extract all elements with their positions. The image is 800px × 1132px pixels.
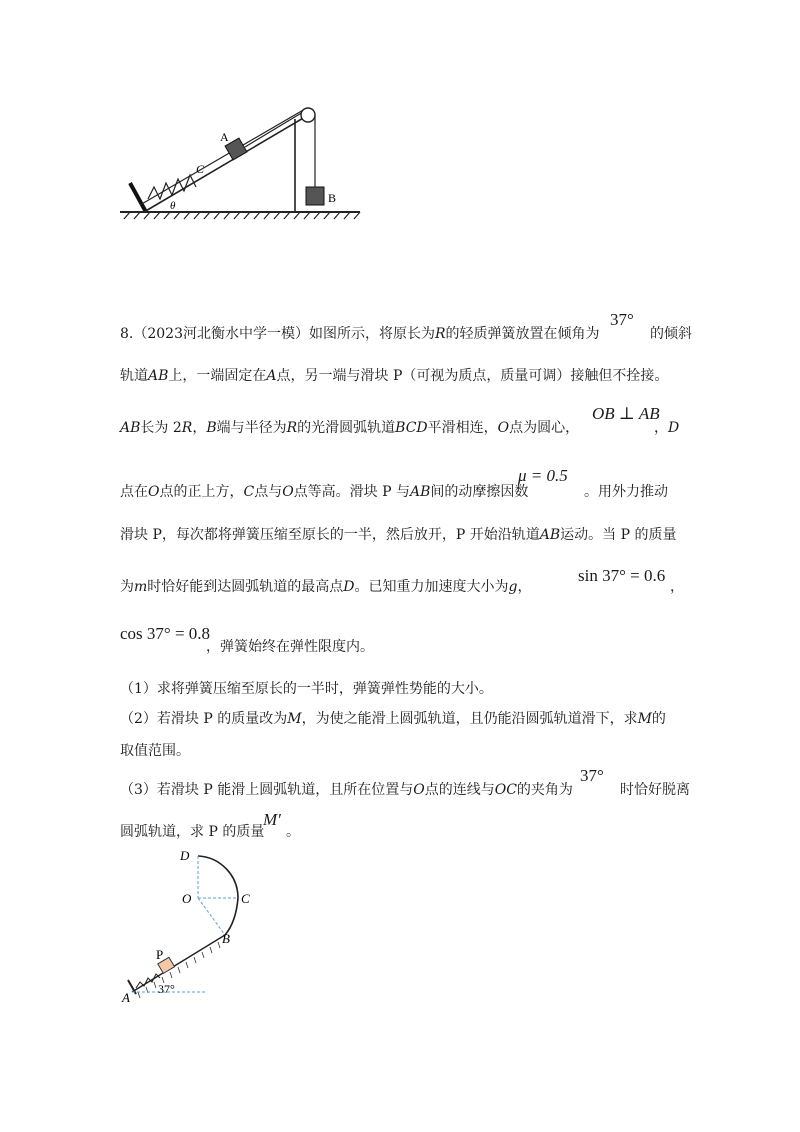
math-angle-37: 37°	[610, 310, 634, 329]
pulley	[301, 108, 315, 122]
comma-3: ，	[670, 579, 684, 595]
var-ab: AB	[148, 368, 169, 384]
label-c: C	[196, 162, 205, 176]
problem-number: 8.	[120, 326, 134, 342]
var-g: g	[508, 579, 518, 595]
text-l4f: 。用外力推动	[584, 484, 668, 500]
text-l1c: 的倾斜	[650, 326, 692, 342]
math-ob-perp-ab: OB ⊥ AB	[592, 404, 660, 423]
text-l2c: 点，另一端与滑块 P（可视为质点，质量可调）接触但不拴接。	[276, 368, 669, 384]
var-o-2: O	[148, 484, 160, 500]
problem-line-2	[120, 366, 680, 386]
text-q3a: （3）若滑块 P 能滑上圆弧轨道，且所在位置与	[120, 782, 414, 798]
text-q3e: 圆弧轨道，求 P 的质量	[120, 824, 265, 840]
incline-hatching	[138, 942, 220, 998]
text-l5b: 运动。当 P 的质量	[560, 527, 677, 543]
label-a: A	[122, 990, 130, 1005]
text-q3d: 时恰好脱离	[620, 782, 690, 798]
problem-line-1	[120, 324, 680, 344]
arc-bcd	[198, 856, 238, 935]
text-l4b: 点的正上方，	[159, 484, 244, 500]
label-37: 37°	[158, 982, 175, 996]
label-d: D	[180, 848, 190, 863]
question-1: （1）求将弹簧压缩至原长的一半时，弹簧弹性势能的大小。	[120, 681, 493, 697]
text-l3h: 平滑相连，	[427, 420, 498, 436]
label-theta: θ	[170, 200, 176, 212]
var-M: M	[287, 711, 302, 727]
incline-ab	[132, 935, 225, 992]
math-mu: μ = 0.5	[518, 466, 568, 485]
figure-incline-pulley	[110, 95, 380, 235]
label-a: A	[220, 130, 229, 144]
problem-line-3-end	[654, 418, 694, 438]
text-q2b: ，为使之能滑上圆弧轨道，且仍能沿圆弧轨道滑下，求	[301, 711, 638, 727]
var-d: D	[668, 420, 680, 436]
problem-line-5	[120, 525, 680, 545]
text-l3e: 端与半径为	[216, 420, 287, 436]
ground-hatching	[120, 212, 360, 219]
block-b	[306, 187, 324, 205]
text-l3g: 的光滑圆弧轨道	[297, 420, 396, 436]
spring-small	[136, 974, 160, 988]
label-b: B	[328, 191, 337, 205]
text-l4a: 点在	[120, 484, 148, 500]
comma: ，	[654, 420, 668, 436]
text-l6b: 时恰好能到达圆弧轨道的最高点	[147, 579, 344, 595]
var-r: R	[435, 326, 446, 342]
text-l1a: 如图所示，将原长为	[309, 326, 435, 342]
text-l3d: ，	[192, 420, 207, 436]
rope-incline	[245, 109, 308, 147]
text-l5: 滑块 P，每次都将弹簧压缩至原长的一半，然后放开，P 开始沿轨道	[120, 527, 540, 543]
text-l3b: 长为 2	[140, 420, 182, 436]
text-l1b: 的轻质弹簧放置在倾角为	[445, 326, 600, 342]
var-b: B	[206, 420, 217, 436]
var-r-2: R	[181, 420, 193, 436]
var-r-3: R	[286, 420, 298, 436]
text-l6a: 为	[120, 579, 134, 595]
text-l4e: 间的动摩擦因数	[430, 484, 529, 500]
fixed-wall	[130, 183, 146, 212]
text-q3b: 点的连线与	[424, 782, 495, 798]
text-l6c: 。已知重力加速度大小为	[354, 579, 509, 595]
var-a: A	[266, 368, 277, 384]
var-ab-3: AB	[410, 484, 431, 500]
label-o: O	[182, 891, 192, 906]
text-l2a: 轨道	[120, 368, 148, 384]
dashed-ob	[198, 898, 225, 935]
math-angle-37-q3: 37°	[580, 766, 604, 785]
figure-arc-track	[118, 842, 268, 1007]
question-2-cont: 取值范围。	[120, 743, 190, 759]
text-q2a: （2）若滑块 P 的质量改为	[120, 711, 288, 727]
var-bcd: BCD	[395, 420, 428, 436]
comma-2: ，	[517, 579, 532, 595]
math-cos37: cos 37° = 0.8	[120, 624, 211, 643]
math-sin37: sin 37° = 0.6	[578, 566, 666, 585]
label-c: C	[241, 891, 250, 906]
var-ab-4: AB	[539, 527, 561, 543]
var-oc: OC	[494, 782, 517, 798]
question-2	[120, 709, 680, 729]
var-m: m	[134, 579, 148, 595]
problem-source: （2023河北衡水中学一模）	[133, 326, 309, 342]
question-3-cont	[120, 822, 680, 842]
text-q2c: 的	[651, 711, 666, 727]
text-l7: ，弹簧始终在弹性限度内。	[206, 639, 374, 655]
text-l4d: 点等高。滑块 P 与	[293, 484, 411, 500]
text-q3f: 。	[286, 824, 300, 840]
text-l2b: 上，一端固定在	[168, 368, 267, 384]
var-o-4: O	[413, 782, 425, 798]
incline-top-edge	[140, 109, 305, 205]
var-ab-2: AB	[120, 420, 141, 436]
var-d-2: D	[343, 579, 355, 595]
label-b: B	[222, 931, 230, 946]
var-o-3: O	[282, 484, 294, 500]
text-l3i: 点为圆心，	[509, 420, 580, 436]
var-M-2: M	[637, 711, 652, 727]
var-o: O	[497, 420, 510, 436]
math-m-prime: M′	[263, 810, 281, 829]
text-q3c: 的夹角为	[516, 782, 573, 798]
var-c: C	[243, 484, 255, 500]
label-p: P	[156, 947, 164, 962]
text-l4c: 点与	[254, 484, 283, 500]
